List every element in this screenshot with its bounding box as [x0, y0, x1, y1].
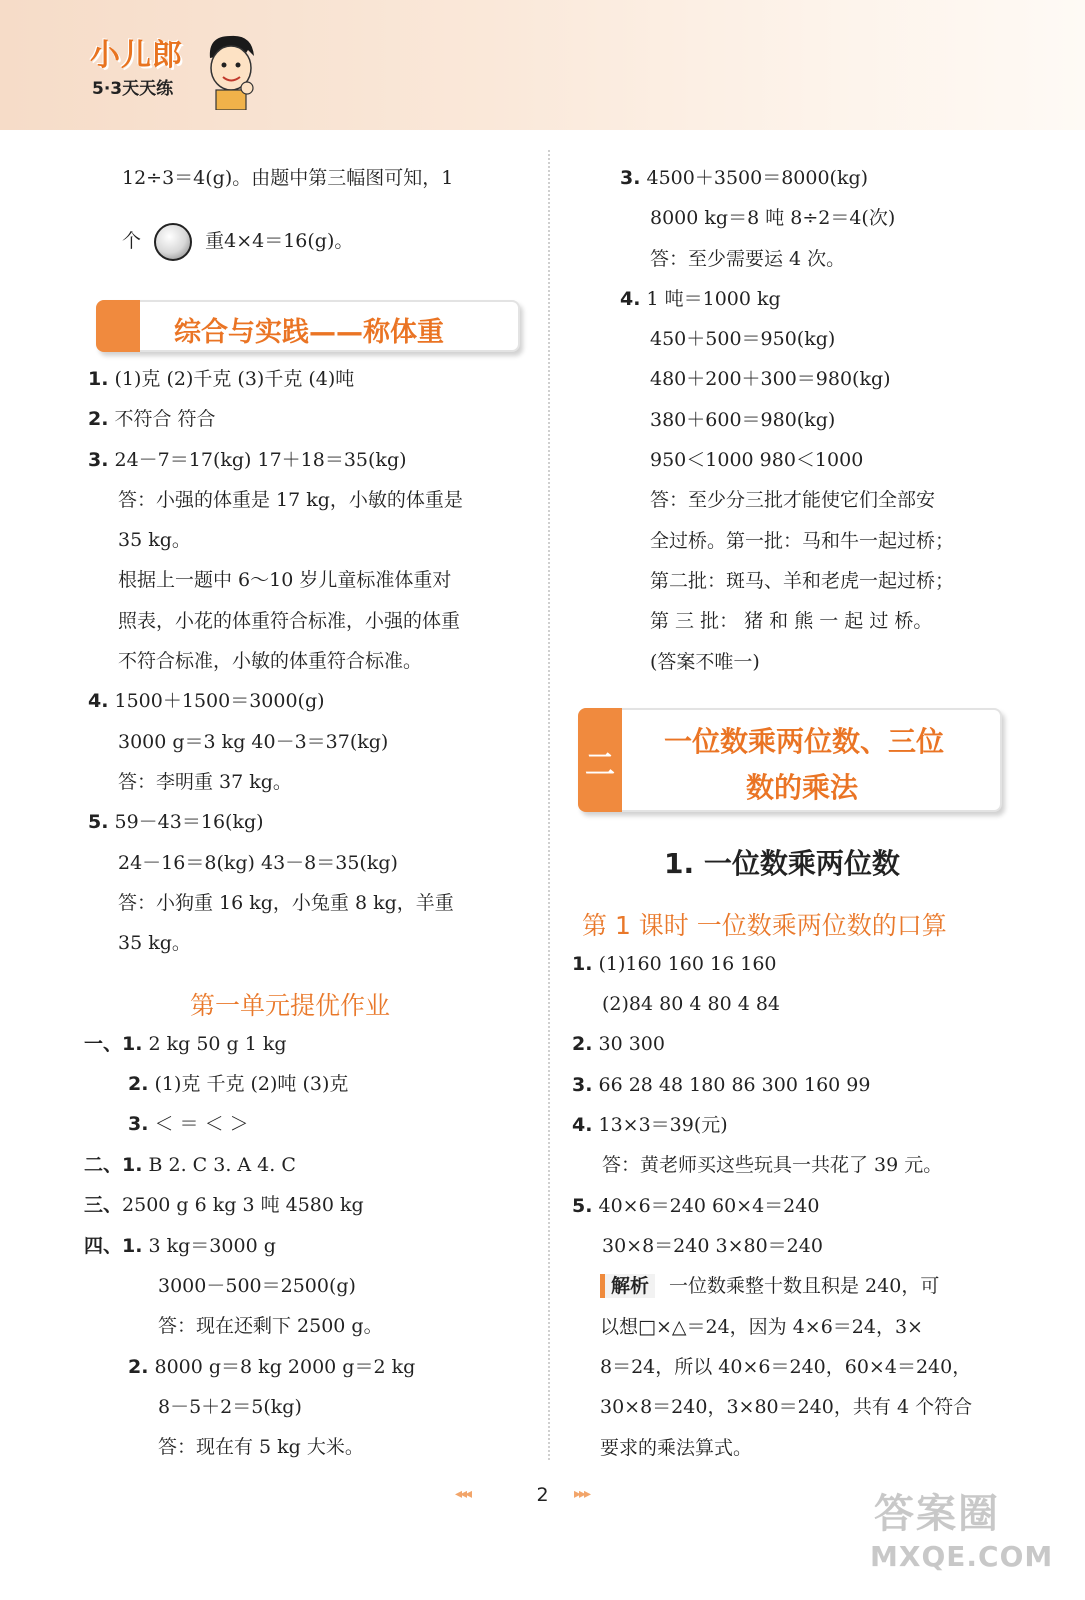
text-line: 8－5＋2＝5(kg): [158, 1396, 302, 1418]
prev-arrows-icon: ◂◂◂: [455, 1486, 471, 1502]
text-line: 24－16＝8(kg) 43－8＝35(kg): [118, 852, 398, 874]
text-line: 根据上一题中 6～10 岁儿童标准体重对: [118, 569, 452, 591]
page-number: 2: [536, 1484, 549, 1506]
text-line: 个 重4×4＝16(g)。: [122, 222, 353, 262]
text-line: 380＋600＝980(kg): [650, 409, 836, 431]
logo-text: 小儿郎: [90, 38, 183, 73]
text-line: 第 三 批： 猪 和 熊 一 起 过 桥。: [650, 610, 933, 632]
text-line: 要求的乘法算式。: [600, 1437, 753, 1459]
watermark: [870, 1482, 1075, 1592]
text-line: 30×8＝240 3×80＝240: [602, 1235, 823, 1257]
text-line: 480＋200＋300＝980(kg): [650, 368, 891, 390]
section-title-box: [96, 300, 520, 352]
unit-title-line1: 一位数乘两位数、三位: [664, 725, 945, 758]
text-line: 8＝24，所以 40×6＝240，60×4＝240，: [600, 1356, 972, 1378]
text-line: 答：至少分三批才能使它们全部安: [650, 489, 936, 511]
analysis-line: 解析 一位数乘整十数且积是 240，可: [600, 1274, 939, 1298]
lesson-heading: 第 1 课时 一位数乘两位数的口算: [582, 911, 947, 940]
text-line: (答案不唯一): [650, 651, 760, 673]
text-line: 12÷3＝4(g)。由题中第三幅图可知，1: [122, 167, 454, 189]
answer-line: 1. (1)克 (2)千克 (3)千克 (4)吨: [88, 368, 355, 390]
answer-line: 3. 24－7＝17(kg) 17＋18＝35(kg): [88, 449, 407, 471]
answer-line: 四、1. 3 kg＝3000 g: [84, 1235, 276, 1257]
text-line: 答：李明重 37 kg。: [118, 771, 292, 793]
ball-icon: [151, 222, 195, 262]
watermark-logo: 答案圈: [874, 1491, 1000, 1537]
text-line: 答：小强的体重是 17 kg，小敏的体重是: [118, 489, 463, 511]
text-line: 答：现在有 5 kg 大米。: [158, 1436, 364, 1458]
section-tab: [96, 300, 140, 352]
text-line: 以想□×△＝24，因为 4×6＝24，3×: [600, 1316, 923, 1338]
mascot-icon: [200, 30, 262, 110]
text-line: 第二批：斑马、羊和老虎一起过桥；: [650, 570, 955, 592]
section-title: 综合与实践——称体重: [174, 317, 444, 348]
logo-subtitle: 5·3天天练: [92, 79, 174, 99]
text-line: 答：现在还剩下 2500 g。: [158, 1315, 383, 1337]
text-line: 450＋500＝950(kg): [650, 328, 836, 350]
unit-number: 二: [585, 748, 615, 783]
text-line: 不符合标准，小敏的体重符合标准。: [118, 650, 423, 672]
answer-line: 3. 66 28 48 180 86 300 160 99: [572, 1074, 871, 1096]
text-line: 950＜1000 980＜1000: [650, 449, 864, 471]
watermark-url: MXQE.COM: [870, 1540, 1054, 1573]
text-line: 全过桥。第一批：马和牛一起过桥；: [650, 530, 955, 552]
unit-homework-heading: 第一单元提优作业: [190, 991, 391, 1020]
answer-line: 4. 1 吨＝1000 kg: [620, 288, 781, 310]
answer-line: 一、1. 2 kg 50 g 1 kg: [84, 1033, 287, 1055]
chapter-heading: 1. 一位数乘两位数: [664, 847, 900, 880]
unit-title-line2: 数的乘法: [746, 771, 859, 804]
column-divider: [548, 150, 550, 1460]
unit-title-box: [578, 708, 1002, 812]
answer-line: 2. 8000 g＝8 kg 2000 g＝2 kg: [128, 1356, 416, 1378]
answer-line: 5. 40×6＝240 60×4＝240: [572, 1195, 820, 1217]
answer-line: 2. 30 300: [572, 1033, 665, 1055]
text-line: 答：黄老师买这些玩具一共花了 39 元。: [602, 1154, 943, 1176]
text-line: 答：小狗重 16 kg，小兔重 8 kg，羊重: [118, 892, 454, 914]
answer-line: 2. (1)克 千克 (2)吨 (3)克: [128, 1073, 349, 1095]
answer-line: 二、1. B 2. C 3. A 4. C: [84, 1154, 296, 1176]
text-line: 35 kg。: [118, 529, 191, 551]
text-line: 3000 g＝3 kg 40－3＝37(kg): [118, 731, 389, 753]
analysis-tag: 解析: [600, 1274, 655, 1298]
answer-line: 4. 13×3＝39(元): [572, 1114, 728, 1136]
text-line: 8000 kg＝8 吨 8÷2＝4(次): [650, 207, 896, 229]
text-line: 答：至少需要运 4 次。: [650, 248, 846, 270]
answer-line: 3. 4500＋3500＝8000(kg): [620, 167, 869, 189]
next-arrows-icon: ▸▸▸: [574, 1486, 590, 1502]
text-line: 35 kg。: [118, 932, 191, 954]
text-line: (2)84 80 4 80 4 84: [602, 993, 780, 1015]
text-line: 30×8＝240，3×80＝240，共有 4 个符合: [600, 1396, 973, 1418]
answer-line: 2. 不符合 符合: [88, 408, 216, 430]
brand-logo: [90, 30, 270, 110]
answer-line: 4. 1500＋1500＝3000(g): [88, 690, 325, 712]
text-line: 3000－500＝2500(g): [158, 1275, 356, 1297]
answer-line: 三、2500 g 6 kg 3 吨 4580 kg: [84, 1194, 364, 1216]
answer-line: 5. 59－43＝16(kg): [88, 811, 264, 833]
answer-line: 1. (1)160 160 16 160: [572, 953, 777, 975]
answer-line: 3. ＜ ＝ ＜ ＞: [128, 1113, 249, 1135]
text-line: 照表，小花的体重符合标准，小强的体重: [118, 610, 461, 632]
